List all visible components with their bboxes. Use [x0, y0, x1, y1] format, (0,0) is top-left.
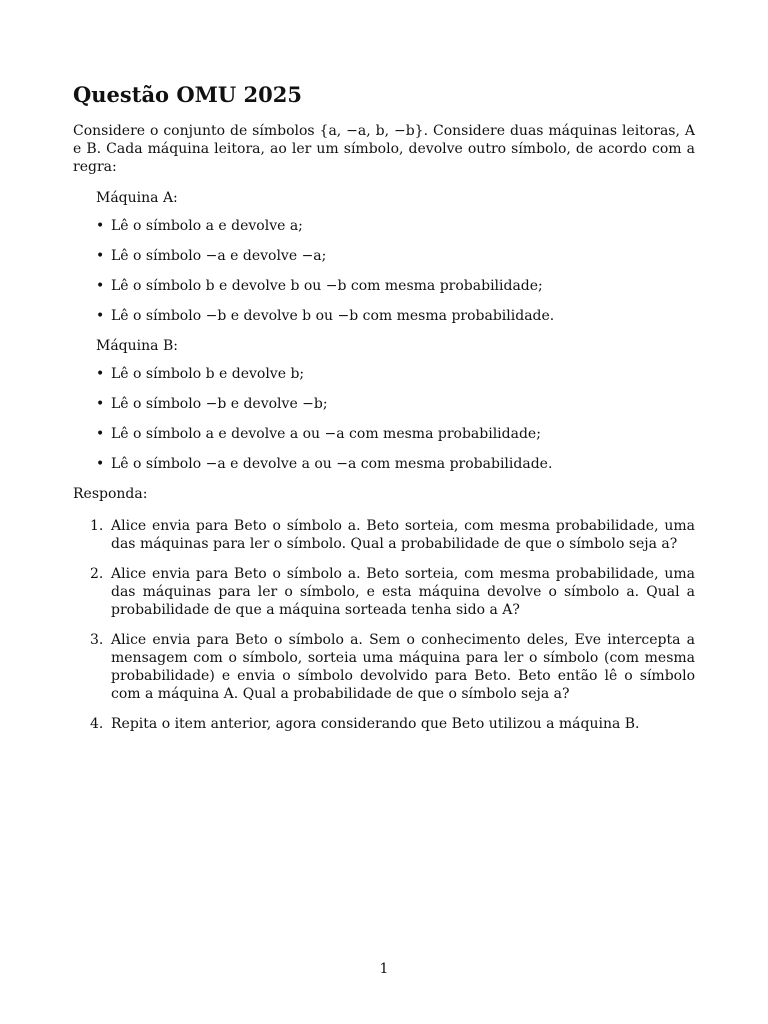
bullet-icon: • [96, 396, 105, 412]
page-number: 1 [379, 961, 389, 977]
bullet-icon: • [96, 248, 105, 264]
rule-text: Lê o símbolo b e devolve b; [111, 366, 305, 382]
question-number: 1. [90, 518, 104, 534]
bullet-icon: • [96, 308, 105, 324]
machine-a-title: Máquina A: [96, 190, 178, 206]
question-item [73, 565, 695, 619]
machine-a-rules [73, 217, 695, 325]
questions-list [73, 517, 695, 733]
machine-a-rule [73, 277, 695, 295]
machine-b-rules [73, 365, 695, 473]
question-text: Alice envia para Beto o símbolo a. Beto sorteia, com mesma probabilidade, uma das máquinas para ler o símbolo, e esta máquina devolve o símbolo a. Qual a probabilidade de que a máquina sorteada tenha sido a A? [111, 566, 695, 618]
page-title: Questão OMU 2025 [73, 82, 302, 107]
rule-text: Lê o símbolo −b e devolve b ou −b com mesma probabilidade. [111, 308, 555, 324]
machine-a-rule [73, 247, 695, 265]
machine-b-rule [73, 365, 695, 383]
respond-label: Responda: [73, 486, 148, 502]
bullet-icon: • [96, 456, 105, 472]
question-item [73, 631, 695, 703]
bullet-icon: • [96, 366, 105, 382]
question-number: 2. [90, 566, 104, 582]
question-text: Alice envia para Beto o símbolo a. Sem o conhecimento deles, Eve intercepta a mensagem com o símbolo, sorteia uma máquina para ler o símbolo (com mesma probabilidade) e envia o símbolo devolvido para Beto. Beto então lê o símbolo com a máquina A. Qual a probabilidade de que o símbolo seja a? [111, 632, 695, 702]
rule-text: Lê o símbolo a e devolve a; [111, 218, 303, 234]
machine-b-rule [73, 455, 695, 473]
machine-a-rule [73, 307, 695, 325]
intro-paragraph: Considere o conjunto de símbolos {a, −a, b, −b}. Considere duas máquinas leitoras, A e B. Cada máquina leitora, ao ler um símbolo, devolve outro símbolo, de acordo com a regra: [73, 123, 695, 175]
bullet-icon: • [96, 218, 105, 234]
machine-b-rule [73, 425, 695, 443]
rule-text: Lê o símbolo −a e devolve a ou −a com mesma probabilidade. [111, 456, 553, 472]
question-number: 4. [90, 716, 104, 732]
machine-b-rule [73, 395, 695, 413]
question-text: Repita o item anterior, agora considerando que Beto utilizou a máquina B. [111, 716, 640, 732]
question-item [73, 715, 695, 733]
question-item [73, 517, 695, 553]
machine-b-title: Máquina B: [96, 338, 178, 354]
rule-text: Lê o símbolo −a e devolve −a; [111, 248, 327, 264]
question-text: Alice envia para Beto o símbolo a. Beto sorteia, com mesma probabilidade, uma das máquinas para ler o símbolo. Qual a probabilidade de que o símbolo seja a? [111, 518, 695, 552]
bullet-icon: • [96, 278, 105, 294]
question-number: 3. [90, 632, 104, 648]
machine-a-rule [73, 217, 695, 235]
bullet-icon: • [96, 426, 105, 442]
rule-text: Lê o símbolo b e devolve b ou −b com mesma probabilidade; [111, 278, 543, 294]
rule-text: Lê o símbolo a e devolve a ou −a com mesma probabilidade; [111, 426, 541, 442]
rule-text: Lê o símbolo −b e devolve −b; [111, 396, 328, 412]
document-content [73, 82, 695, 745]
